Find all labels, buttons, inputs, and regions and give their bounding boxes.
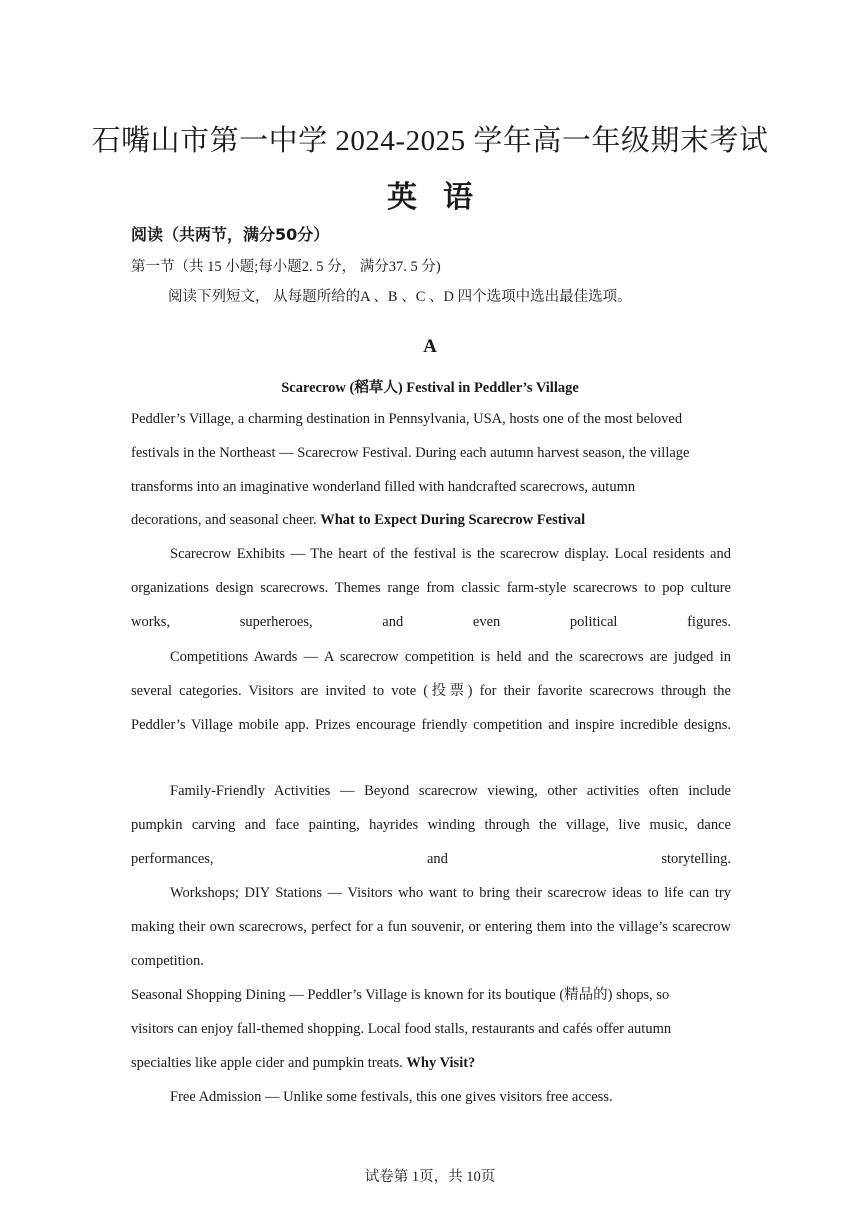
expect-heading: What to Expect During Scarecrow Festival <box>320 512 586 529</box>
intro-paragraph <box>131 403 731 538</box>
shopping-paragraph <box>131 979 731 1080</box>
admission-paragraph: Free Admission — Unlike some festivals, this one gives visitors free access. <box>170 1089 613 1105</box>
part-description: 第一节（共 15 小题;每小题2. 5 分， 满分37. 5 分) <box>131 259 441 275</box>
page-footer: 试卷第 1页，共 10页 <box>364 1169 496 1185</box>
workshops-paragraph: Workshops; DIY Stations — Visitors who want to bring their scarecrow ideas to life can try making their own scarecrows, perfect for a fun souvenir, or entering them into the village’s scarecrow competition. <box>131 885 731 969</box>
family-activities-paragraph: Family-Friendly Activities — Beyond scarecrow viewing, other activities often include pumpkin carving and face painting, hayrides winding through the village, live music, dance performances, and storytelling. <box>131 783 731 867</box>
instruction-text: 阅读下列短文， 从每题所给的A 、B 、C 、D 四个选项中选出最佳选项。 <box>168 289 632 305</box>
passage-title: Scarecrow (稻草人) Festival in Peddler’s Village <box>281 380 579 396</box>
subject-title: 英语 <box>387 180 499 215</box>
intro-line <box>131 504 731 538</box>
why-visit-heading: Why Visit? <box>406 1054 476 1071</box>
shopping-line: visitors can enjoy fall-themed shopping. Local food stalls, restaurants and cafés offer autumn <box>131 1020 672 1037</box>
intro-line: festivals in the Northeast — Scarecrow Festival. During each autumn harvest season, the village <box>131 444 690 461</box>
shopping-line: Seasonal Shopping Dining — Peddler’s Village is known for its boutique (精品的) shops, so <box>131 987 670 1003</box>
section-heading: 阅读（共两节，满分50分） <box>131 225 330 244</box>
competitions-paragraph: Competitions Awards — A scarecrow competition is held and the scarecrows are judged in several categories. Visitors are invited to vote (投票) for their favorite scarecrows through the Peddler’s Village mobile app. Prizes encourage friendly competition and inspire incredible designs. <box>131 649 731 733</box>
shopping-line <box>131 1047 731 1081</box>
passage-label: A <box>423 336 437 357</box>
intro-line: Peddler’s Village, a charming destination in Pennsylvania, USA, hosts one of the most beloved <box>131 411 683 427</box>
shopping-last-text: specialties like apple cider and pumpkin treats. <box>131 1054 403 1071</box>
exam-title: 石嘴山市第一中学 2024-2025 学年高一年级期末考试 <box>91 125 769 157</box>
exhibits-paragraph: Scarecrow Exhibits — The heart of the festival is the scarecrow display. Local residents and organizations design scarecrows. Themes range from classic farm-style scarecrows to pop culture works, superheroes, and even political figures. <box>131 546 731 630</box>
intro-line: transforms into an imaginative wonderland filled with handcrafted scarecrows, autumn <box>131 478 636 495</box>
intro-last-text: decorations, and seasonal cheer. <box>131 512 317 529</box>
